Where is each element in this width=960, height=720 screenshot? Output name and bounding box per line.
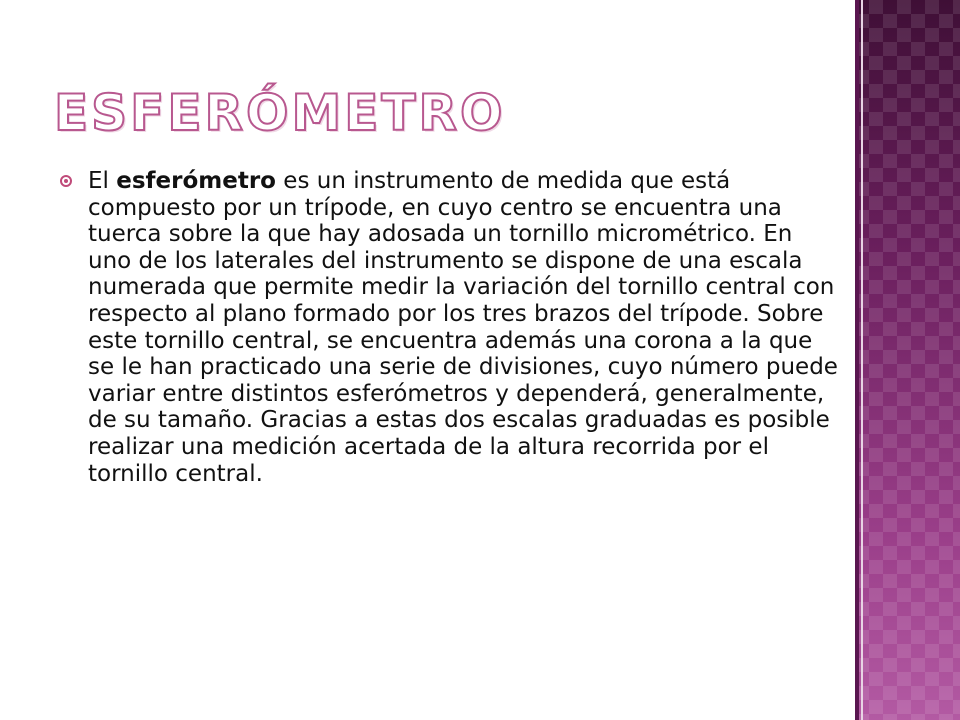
bullet-paragraph: [60, 168, 840, 487]
slide-title: ESFERÓMETRO: [54, 84, 506, 142]
paragraph-bold-term: esferómetro: [116, 168, 276, 194]
slide-content: [60, 168, 840, 487]
circle-dot-bullet-icon: [60, 175, 72, 187]
paragraph-body: es un instrumento de medida que está compuesto por un trípode, en cuyo centro se encuentra una tuerca sobre la que hay adosada un tornillo micrométrico. En uno de los laterales del instrumento se dispone de una escala numerada que permite medir la variación del tornillo central con respecto al plano formado por los tres brazos del trípode. Sobre este tornillo central, se encuentra además una corona a la que se le han practicado una serie de divisiones, cuyo número puede variar entre distintos esferómetros y dependerá, generalmente, de su tamaño. Gracias a estas dos escalas graduadas es posible realizar una medición acertada de la altura recorrida por el tornillo central.: [88, 168, 838, 487]
decorative-side-panel: [855, 0, 960, 720]
paragraph-intro: El: [88, 168, 117, 194]
